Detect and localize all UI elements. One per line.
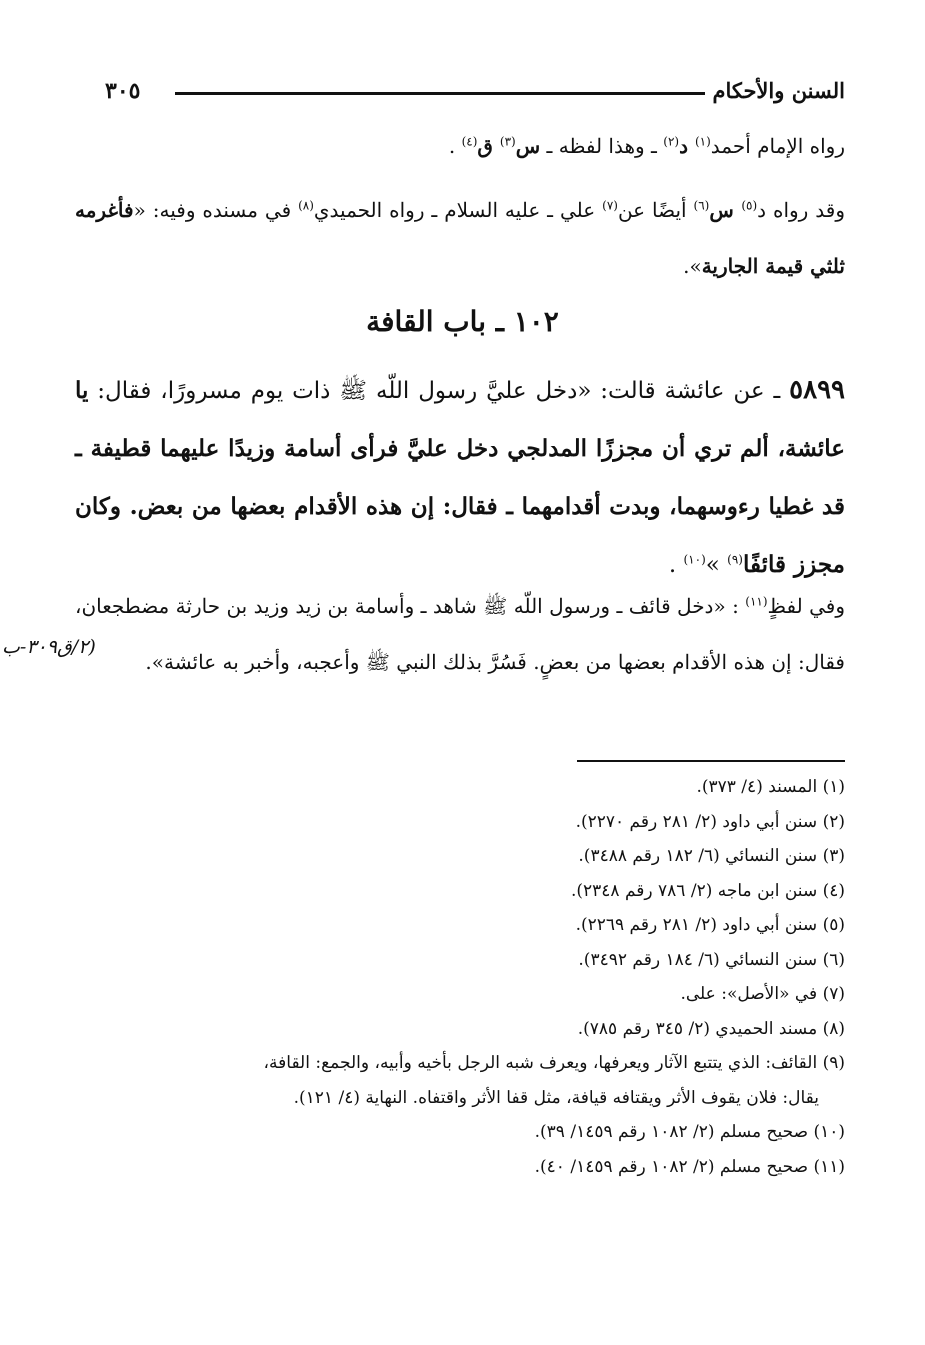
text: أيضًا عن <box>617 198 694 222</box>
variant-paragraph <box>75 578 845 690</box>
page-number: ٣٠٥ <box>105 78 141 104</box>
footnote-ref: (٦) <box>693 198 710 213</box>
footnote: (٩) القائف: الذي يتتبع الآثار ويعرفها، ويعرف شبه الرجل بأخيه وأبيه، والجمع: القافة، <box>263 1053 845 1073</box>
text: ق <box>477 134 500 158</box>
chapter-title: ١٠٢ ـ باب القافة <box>366 305 559 338</box>
footnote: (٤) سنن ابن ماجه (٢/ ٧٨٦ رقم ٢٣٤٨). <box>570 880 845 901</box>
text: س <box>515 134 541 158</box>
text: رواه الإمام أحمد <box>710 134 845 158</box>
text: وقد رواه د <box>757 198 845 222</box>
footnote-continuation: يقال: فلان يقوف الأثر ويقتافه قيافة، مثل قفا الأثر واقتفاه. النهاية (٤/ ١٢١). <box>293 1087 819 1108</box>
footnote-ref: (٣) <box>499 134 516 149</box>
footnote-ref: (٩) <box>727 552 743 567</box>
text: . <box>668 552 684 578</box>
text: د <box>679 134 695 158</box>
text: : «دخل قائف ـ ورسول اللّه ﷺ شاهد ـ وأسامة بن زيد وزيد بن حارثة مضطجعان، فقال: إن هذه الأقدام بعضها من بعضٍ. فَسُرَّ بذلك النبي ﷺ وأعجبه، وأخبر به عائشة». <box>75 594 845 674</box>
footnote-ref: (٤) <box>461 134 478 149</box>
hadith-paragraph <box>75 362 845 594</box>
hadith-quote: يا عائشة، ألم تري أن مجززًا المدلجي دخل عليَّ فرأى أسامة وزيدًا عليهما قطيفة ـ قد غطيا رءوسهما، وبدت أقدامهما ـ فقال: إن هذه الأقدام بعضها من بعض. وكان مجزز قائفًا <box>75 377 845 578</box>
footnote: (١٠) صحيح مسلم (٢/ ١٠٨٢ رقم ١٤٥٩/ ٣٩). <box>534 1122 845 1142</box>
quoted-text: فأغرمه ثلثي قيمة الجارية <box>75 198 845 278</box>
hadith-number: ٥٨٩٩ <box>789 375 845 405</box>
hadith-text: ـ عن عائشة قالت: «دخل عليَّ رسول اللّه ﷺ ذات يوم مسرورًا، فقال: <box>88 378 790 404</box>
footnote: (١) المسند (٤/ ٣٧٣). <box>696 777 845 797</box>
text: في مسنده وفيه: « <box>133 198 299 222</box>
footnote-ref: (٢) <box>663 134 680 149</box>
footnote-ref: (٥) <box>741 198 758 213</box>
footnote: (٦) سنن النسائي (٦/ ١٨٤ رقم ٣٤٩٢). <box>578 949 845 970</box>
header-rule <box>175 92 705 95</box>
footnote-ref: (٧) <box>602 198 618 213</box>
manuscript-margin-note: (٢/ق٣٠٩-ب <box>2 636 96 658</box>
footnote: (٥) سنن أبي داود (٢/ ٢٨١ رقم ٢٢٦٩). <box>575 915 845 935</box>
text: . <box>448 134 462 158</box>
text: علي ـ عليه السلام ـ رواه الحميدي <box>313 198 603 222</box>
footnote: (٣) سنن النسائي (٦/ ١٨٢ رقم ٣٤٨٨). <box>578 846 845 866</box>
intro-line-2 <box>75 182 845 294</box>
footnote: (١١) صحيح مسلم (٢/ ١٠٨٢ رقم ١٤٥٩/ ٤٠). <box>534 1156 845 1177</box>
text: ـ وهذا لفظه ـ <box>540 134 664 158</box>
footnote: (٢) سنن أبي داود (٢/ ٢٨١ رقم ٢٢٧٠). <box>575 811 845 832</box>
text: وفي لفظٍ <box>767 594 845 618</box>
footnote-ref: (١٠) <box>683 552 706 567</box>
running-title: السنن والأحكام <box>712 78 845 103</box>
intro-paragraph <box>75 118 845 294</box>
footnote: (٨) مسند الحميدي (٢/ ٣٤٥ رقم ٧٨٥). <box>577 1018 845 1039</box>
intro-line-1 <box>75 118 845 174</box>
text: » <box>705 552 728 578</box>
footnote-separator <box>577 760 845 762</box>
page-header <box>105 78 845 114</box>
text: ». <box>683 254 702 278</box>
footnote-ref: (٨) <box>298 198 314 213</box>
text: س <box>709 198 742 222</box>
footnote-ref: (١١) <box>745 594 768 609</box>
footnote: (٧) في «الأصل»: على. <box>680 984 845 1004</box>
footnotes <box>75 770 845 1184</box>
footnote-ref: (١) <box>694 134 711 149</box>
